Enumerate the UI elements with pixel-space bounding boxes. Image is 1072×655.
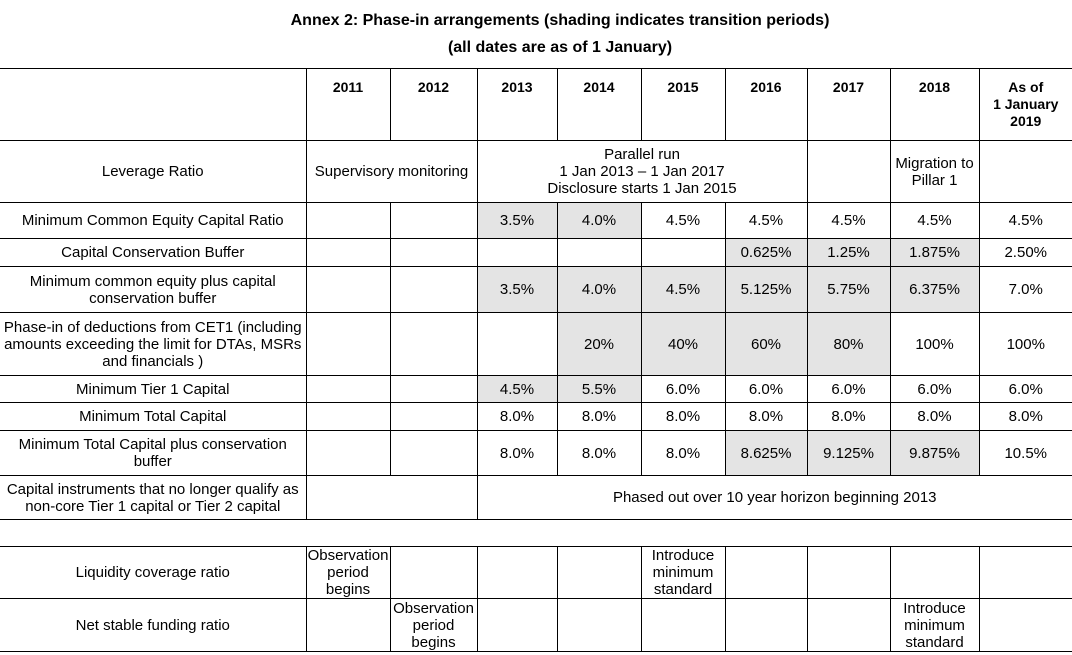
capital-conservation-buffer-2018: 1.875% xyxy=(890,239,979,267)
row-min-tier1-capital xyxy=(0,376,1072,403)
capital-instruments-2011-2012 xyxy=(306,476,477,520)
milestone-line: minimum xyxy=(652,564,714,581)
header-2018: 2018 xyxy=(890,69,979,141)
milestone-line: standard xyxy=(905,633,964,651)
milestone-line: period xyxy=(412,616,455,634)
min-total-capital-plus-buffer-2011 xyxy=(306,431,390,476)
min-common-equity-ratio-2018: 4.5% xyxy=(890,203,979,239)
capital-conservation-buffer-2011 xyxy=(306,239,390,267)
milestone-line: period xyxy=(327,564,369,581)
min-total-capital-label: Minimum Total Capital xyxy=(0,403,306,431)
min-tier1-capital-2013: 4.5% xyxy=(477,376,557,403)
nsfr-2013 xyxy=(477,599,557,652)
min-common-equity-plus-buffer-2016: 5.125% xyxy=(725,267,807,313)
min-common-equity-ratio-2015: 4.5% xyxy=(641,203,725,239)
header-2019-line: 1 January xyxy=(993,96,1059,112)
leverage-ratio-2019 xyxy=(979,141,1072,203)
leverage-ratio-label: Leverage Ratio xyxy=(0,141,306,203)
header-2015: 2015 xyxy=(641,69,725,141)
min-common-equity-plus-buffer-2018: 6.375% xyxy=(890,267,979,313)
header-corner xyxy=(0,69,306,141)
min-common-equity-plus-buffer-2017: 5.75% xyxy=(807,267,890,313)
milestone-line: Introduce xyxy=(903,599,966,617)
capital-conservation-buffer-label: Capital Conservation Buffer xyxy=(0,239,306,267)
min-tier1-capital-2016: 6.0% xyxy=(725,376,807,403)
min-tier1-capital-2019: 6.0% xyxy=(979,376,1072,403)
row-min-total-capital xyxy=(0,403,1072,431)
phase-in-deductions-cet1-2014: 20% xyxy=(557,313,641,376)
lcr-2013 xyxy=(477,547,557,599)
min-tier1-capital-2017: 6.0% xyxy=(807,376,890,403)
min-total-capital-plus-buffer-2012 xyxy=(390,431,477,476)
header-2019 xyxy=(979,69,1072,141)
row-min-common-equity-plus-buffer xyxy=(0,267,1072,313)
section-gap xyxy=(0,520,1072,547)
min-common-equity-plus-buffer-2012 xyxy=(390,267,477,313)
min-common-equity-ratio-2017: 4.5% xyxy=(807,203,890,239)
parallel-run-note xyxy=(477,141,807,203)
nsfr-2018-introduce xyxy=(890,599,979,652)
min-tier1-capital-label: Minimum Tier 1 Capital xyxy=(0,376,306,403)
phase-in-table xyxy=(0,68,1072,652)
nsfr-2017 xyxy=(807,599,890,652)
header-row xyxy=(0,69,1072,141)
min-common-equity-ratio-2012 xyxy=(390,203,477,239)
min-common-equity-ratio-2019: 4.5% xyxy=(979,203,1072,239)
phase-in-deductions-cet1-label: Phase-in of deductions from CET1 (including amounts exceeding the limit for DTAs, MSRs and financials ) xyxy=(0,313,306,376)
header-2017: 2017 xyxy=(807,69,890,141)
capital-conservation-buffer-2016: 0.625% xyxy=(725,239,807,267)
nsfr-2015 xyxy=(641,599,725,652)
min-common-equity-plus-buffer-2015: 4.5% xyxy=(641,267,725,313)
phase-in-deductions-cet1-2013 xyxy=(477,313,557,376)
capital-conservation-buffer-2013 xyxy=(477,239,557,267)
min-total-capital-2016: 8.0% xyxy=(725,403,807,431)
nsfr-2016 xyxy=(725,599,807,652)
lcr-2018 xyxy=(890,547,979,599)
lcr-2012 xyxy=(390,547,477,599)
lcr-2014 xyxy=(557,547,641,599)
document-heading xyxy=(0,0,1072,68)
header-2016: 2016 xyxy=(725,69,807,141)
min-total-capital-2012 xyxy=(390,403,477,431)
min-tier1-capital-2011 xyxy=(306,376,390,403)
milestone-line: Observation xyxy=(307,547,389,564)
supervisory-monitoring-note: Supervisory monitoring xyxy=(306,141,477,203)
header-2014: 2014 xyxy=(557,69,641,141)
min-total-capital-2018: 8.0% xyxy=(890,403,979,431)
row-phase-in-deductions-cet1 xyxy=(0,313,1072,376)
nsfr-2014 xyxy=(557,599,641,652)
nsfr-2012-observation xyxy=(390,599,477,652)
parallel-run-line: Disclosure starts 1 Jan 2015 xyxy=(547,180,737,197)
phase-in-deductions-cet1-2017: 80% xyxy=(807,313,890,376)
row-capital-instruments xyxy=(0,476,1072,520)
migration-line: Pillar 1 xyxy=(911,171,958,189)
min-total-capital-plus-buffer-2017: 9.125% xyxy=(807,431,890,476)
min-common-equity-plus-buffer-2011 xyxy=(306,267,390,313)
capital-instruments-label: Capital instruments that no longer qualify as non-core Tier 1 capital or Tier 2 capital xyxy=(0,476,306,520)
min-total-capital-plus-buffer-label: Minimum Total Capital plus conservation buffer xyxy=(0,431,306,476)
min-common-equity-ratio-2014: 4.0% xyxy=(557,203,641,239)
row-min-total-capital-plus-buffer xyxy=(0,431,1072,476)
min-total-capital-2015: 8.0% xyxy=(641,403,725,431)
milestone-line: begins xyxy=(325,581,371,598)
milestone-line: standard xyxy=(653,581,713,598)
min-common-equity-ratio-2016: 4.5% xyxy=(725,203,807,239)
lcr-2016 xyxy=(725,547,807,599)
header-2012: 2012 xyxy=(390,69,477,141)
min-tier1-capital-2018: 6.0% xyxy=(890,376,979,403)
min-total-capital-plus-buffer-2016: 8.625% xyxy=(725,431,807,476)
row-liquidity-coverage-ratio xyxy=(0,547,1072,599)
phase-in-deductions-cet1-2018: 100% xyxy=(890,313,979,376)
nsfr-2019 xyxy=(979,599,1072,652)
header-2019-line: As of xyxy=(1008,79,1044,95)
milestone-line: begins xyxy=(411,633,456,651)
capital-conservation-buffer-2017: 1.25% xyxy=(807,239,890,267)
min-tier1-capital-2014: 5.5% xyxy=(557,376,641,403)
phase-in-deductions-cet1-2015: 40% xyxy=(641,313,725,376)
min-tier1-capital-2012 xyxy=(390,376,477,403)
leverage-ratio-2017 xyxy=(807,141,890,203)
row-capital-conservation-buffer xyxy=(0,239,1072,267)
header-2011: 2011 xyxy=(306,69,390,141)
milestone-line: Introduce xyxy=(651,547,715,564)
min-total-capital-2019: 8.0% xyxy=(979,403,1072,431)
row-leverage-ratio xyxy=(0,141,1072,203)
min-total-capital-2011 xyxy=(306,403,390,431)
min-total-capital-2013: 8.0% xyxy=(477,403,557,431)
min-total-capital-plus-buffer-2015: 8.0% xyxy=(641,431,725,476)
parallel-run-line: 1 Jan 2013 – 1 Jan 2017 xyxy=(559,163,725,180)
min-common-equity-plus-buffer-label: Minimum common equity plus capital conservation buffer xyxy=(0,267,306,313)
phase-in-deductions-cet1-2011 xyxy=(306,313,390,376)
capital-conservation-buffer-2015 xyxy=(641,239,725,267)
migration-line: Migration to xyxy=(895,154,974,172)
phase-in-deductions-cet1-2019: 100% xyxy=(979,313,1072,376)
row-min-common-equity-ratio xyxy=(0,203,1072,239)
parallel-run-line: Parallel run xyxy=(604,146,680,163)
capital-conservation-buffer-2012 xyxy=(390,239,477,267)
min-common-equity-plus-buffer-2013: 3.5% xyxy=(477,267,557,313)
lcr-2017 xyxy=(807,547,890,599)
phase-out-note: Phased out over 10 year horizon beginning 2013 xyxy=(477,476,1072,520)
min-total-capital-plus-buffer-2013: 8.0% xyxy=(477,431,557,476)
min-total-capital-plus-buffer-2014: 8.0% xyxy=(557,431,641,476)
capital-conservation-buffer-2014 xyxy=(557,239,641,267)
lcr-2019 xyxy=(979,547,1072,599)
min-total-capital-plus-buffer-2018: 9.875% xyxy=(890,431,979,476)
section-gap-cell xyxy=(0,520,1072,547)
min-tier1-capital-2015: 6.0% xyxy=(641,376,725,403)
migration-pillar1-note xyxy=(890,141,979,203)
header-2019-line: 2019 xyxy=(1010,113,1042,129)
phase-in-deductions-cet1-2016: 60% xyxy=(725,313,807,376)
lcr-2011-observation xyxy=(306,547,390,599)
annex-title: Annex 2: Phase-in arrangements (shading indicates transition periods) xyxy=(290,12,830,29)
phase-in-deductions-cet1-2012 xyxy=(390,313,477,376)
min-common-equity-plus-buffer-2014: 4.0% xyxy=(557,267,641,313)
milestone-line: Observation xyxy=(393,599,474,617)
lcr-2015-introduce xyxy=(641,547,725,599)
min-total-capital-2017: 8.0% xyxy=(807,403,890,431)
min-common-equity-ratio-label: Minimum Common Equity Capital Ratio xyxy=(0,203,306,239)
liquidity-coverage-ratio-label: Liquidity coverage ratio xyxy=(0,547,306,599)
net-stable-funding-ratio-label: Net stable funding ratio xyxy=(0,599,306,652)
milestone-line: minimum xyxy=(904,616,965,634)
min-total-capital-2014: 8.0% xyxy=(557,403,641,431)
min-total-capital-plus-buffer-2019: 10.5% xyxy=(979,431,1072,476)
annex-subtitle: (all dates are as of 1 January) xyxy=(447,39,673,56)
min-common-equity-plus-buffer-2019: 7.0% xyxy=(979,267,1072,313)
nsfr-2011 xyxy=(306,599,390,652)
header-2013: 2013 xyxy=(477,69,557,141)
min-common-equity-ratio-2013: 3.5% xyxy=(477,203,557,239)
row-net-stable-funding-ratio xyxy=(0,599,1072,652)
capital-conservation-buffer-2019: 2.50% xyxy=(979,239,1072,267)
min-common-equity-ratio-2011 xyxy=(306,203,390,239)
